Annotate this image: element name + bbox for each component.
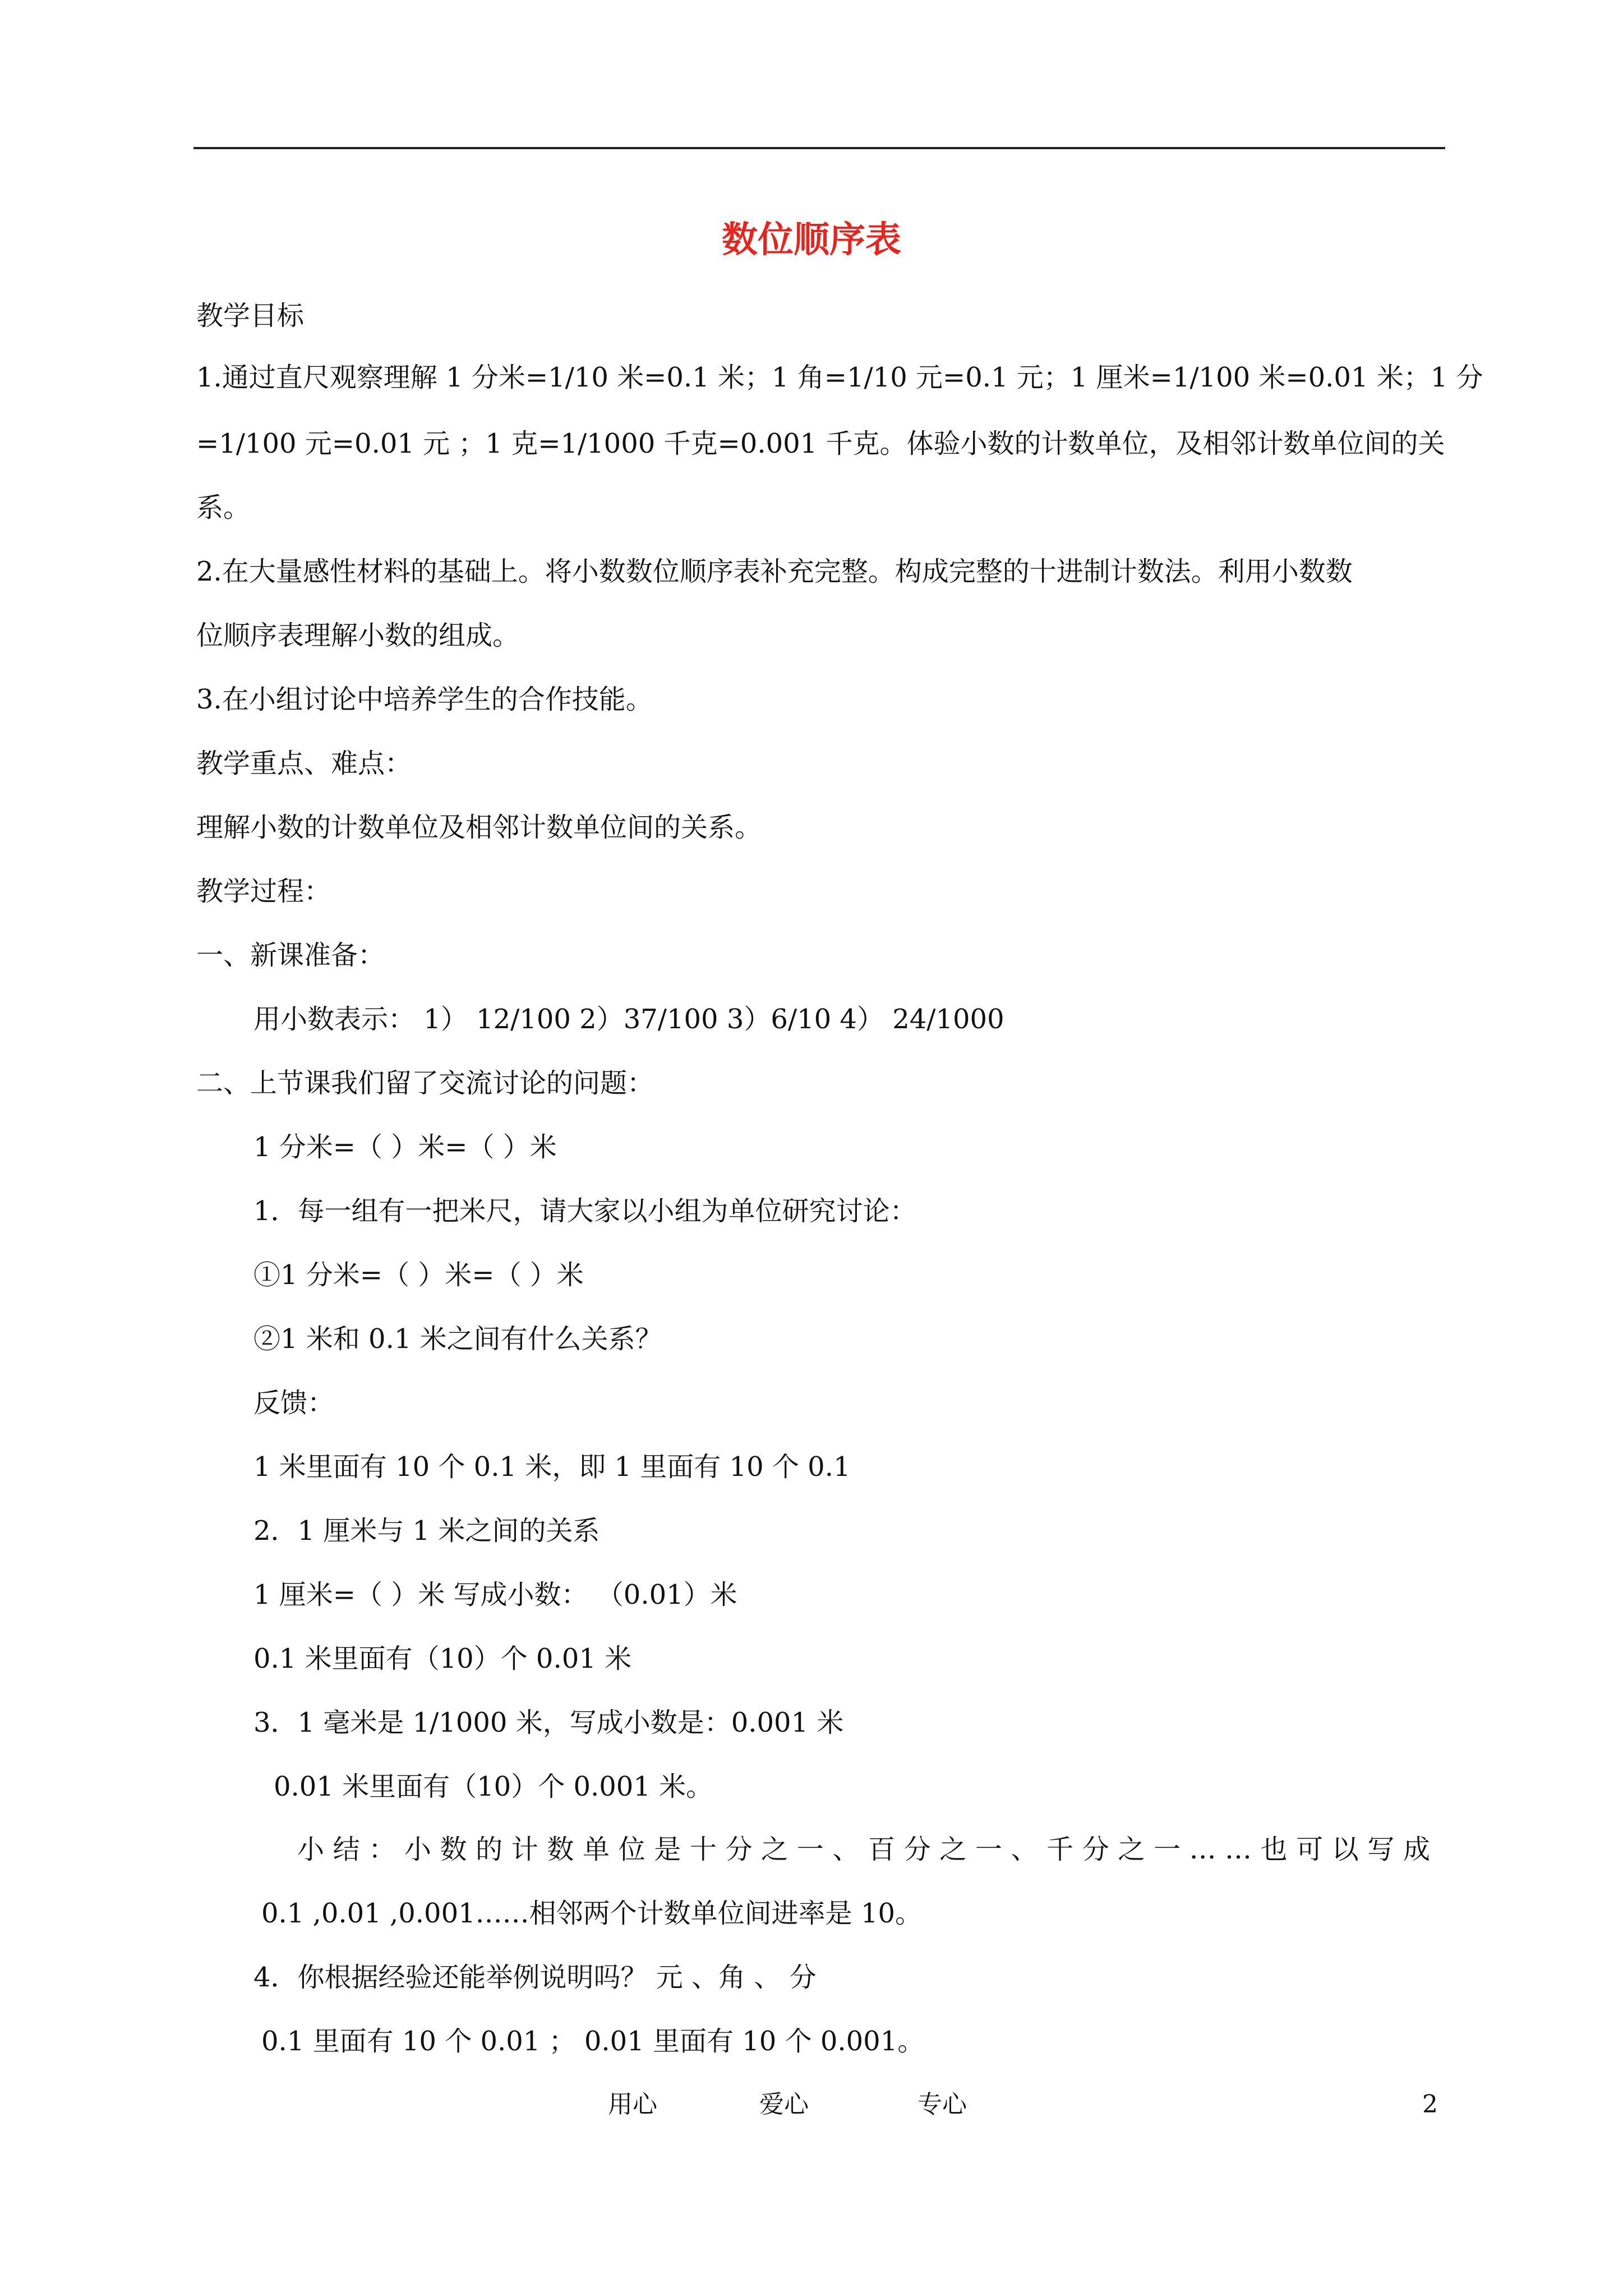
tenth-hundredth-relation: 0.1 米里面有（10）个 0.01 米 [253,1643,632,1674]
key-points-text: 理解小数的计数单位及相邻计数单位间的关系。 [196,812,762,843]
feedback-text: 1 米里面有 10 个 0.1 米，即 1 里面有 10 个 0.1 [253,1451,851,1483]
objective-1-line-1: 1.通过直尺观察理解 1 分米=1/10 米=0.1 米；1 角=1/10 元=0.1 元；1 厘米=1/100 米=0.01 米；1 分 [196,362,1483,393]
footer-motto-3: 专心 [917,2090,967,2119]
document-title: 数位顺序表 [722,219,901,261]
group-discussion-prompt: 1．每一组有一把米尺，请大家以小组为单位研究讨论： [253,1195,917,1227]
section-heading-process: 教学过程： [196,876,331,907]
millimeter-conversion: 3．1 毫米是 1/1000 米，写成小数是：0.001 米 [253,1707,844,1738]
section-heading-key-points: 教学重点、难点： [196,748,412,779]
page-number: 2 [1422,2090,1438,2119]
process-step-2-heading: 二、上节课我们留了交流讨论的问题： [196,1068,654,1099]
objective-3: 3.在小组讨论中培养学生的合作技能。 [196,684,653,715]
decimal-exercise: 用小数表示： 1） 12/100 2）37/100 3）6/10 4） 24/1000 [253,1004,1004,1035]
footer-motto-2: 爱心 [759,2090,809,2119]
objective-1-line-3: 系。 [196,492,251,523]
discussion-item-2: ②1 米和 0.1 米之间有什么关系？ [253,1323,662,1355]
section-heading-objectives: 教学目标 [196,300,305,332]
hundredth-thousandth-relation: 0.01 米里面有（10）个 0.001 米。 [274,1771,713,1802]
decimeter-question: 1 分米=（ ）米=（ ）米 [253,1131,557,1163]
summary-line-2: 0.1 ,0.01 ,0.001……相邻两个计数单位间进率是 10。 [261,1898,922,1929]
centimeter-relation-heading: 2．1 厘米与 1 米之间的关系 [253,1515,600,1547]
objective-2-line-1: 2.在大量感性材料的基础上。将小数数位顺序表补充完整。构成完整的十进制计数法。利用小数数 [196,556,1353,587]
example-answer: 0.1 里面有 10 个 0.01 ； 0.01 里面有 10 个 0.001。 [261,2026,925,2057]
feedback-label: 反馈： [253,1387,335,1419]
footer-motto-1: 用心 [608,2090,657,2119]
process-step-1-heading: 一、新课准备： [196,940,385,971]
summary-line-1: 小 结 ： 小 数 的 计 数 单 位 是 十 分 之 一 、 百 分 之 一 、 千 分 之 一 … … 也 可 以 写 成 [297,1834,1430,1865]
header-rule [193,147,1445,149]
objective-1-line-2: =1/100 元=0.01 元 ；1 克=1/1000 千克=0.001 千克。体验小数的计数单位，及相邻计数单位间的关 [196,428,1445,459]
centimeter-conversion: 1 厘米=（ ）米 写成小数： （0.01）米 [253,1579,737,1611]
objective-2-line-2: 位顺序表理解小数的组成。 [196,620,520,651]
discussion-item-1: ①1 分米=（ ）米=（ ）米 [253,1259,584,1291]
example-question: 4．你根据经验还能举例说明吗？ 元 、角 、 分 [253,1962,817,1993]
